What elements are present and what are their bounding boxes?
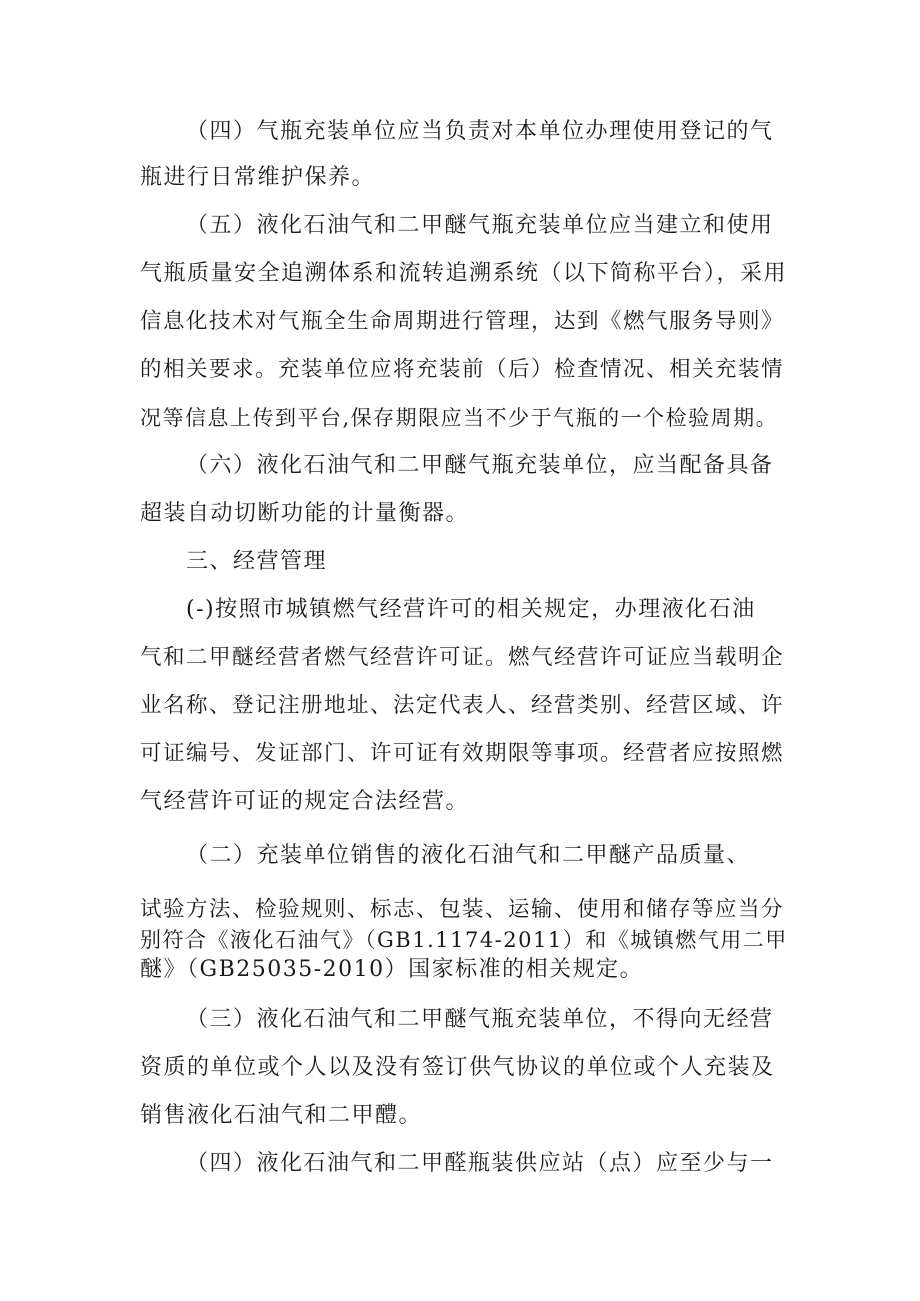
text-line: 销售液化石油气和二甲醴。: [140, 1103, 423, 1128]
text-line: 醚》（GB25035-2010）国家标准的相关规定。: [140, 957, 644, 982]
text-line: 气瓶质量安全追溯体系和流转追溯系统（以下简称平台），采用: [140, 261, 788, 286]
text-line: （二）充装单位销售的液化石油气和二甲醚产品质量、: [186, 843, 751, 868]
text-line: （四）气瓶充装单位应当负责对本单位办理使用登记的气: [186, 119, 774, 144]
text-line: 况等信息上传到平台,保存期限应当不少于气瓶的一个检验周期。: [140, 406, 779, 430]
text-line: 气和二甲醚经营者燃气经营许可证。燃气经营许可证应当载明企: [140, 645, 785, 670]
text-line: 信息化技术对气瓶全生命周期进行管理，达到《燃气服务导则》: [140, 309, 785, 334]
text-line: 瓶进行日常维护保养。: [140, 165, 376, 190]
text-line: （六）液化石油气和二甲醚气瓶充装单位，应当配备具备: [186, 453, 774, 478]
text-line: 别符合《液化石油气》（GB1.1174-2011）和《城镇燃气用二甲: [140, 928, 788, 952]
section-heading: 三、经营管理: [186, 549, 328, 574]
text-line: 超装自动切断功能的计量衡器。: [140, 501, 470, 526]
text-line: （五）液化石油气和二甲醚气瓶充装单位应当建立和使用: [186, 213, 774, 238]
text-line: (-)按照市城镇燃气经营许可的相关规定，办理液化石油: [186, 597, 756, 622]
text-line: 的相关要求。充装单位应将充装前（后）检查情况、相关充装情: [140, 357, 785, 382]
text-line: （三）液化石油气和二甲醚气瓶充装单位，不得向无经营: [186, 1007, 774, 1032]
text-line: 气经营许可证的规定合法经营。: [140, 789, 470, 814]
text-line: 试验方法、检验规则、标志、包装、运输、使用和储存等应当分: [140, 897, 785, 922]
text-line: 资质的单位或个人以及没有签订供气协议的单位或个人充装及: [140, 1055, 775, 1080]
text-line: （四）液化石油气和二甲醛瓶装供应站（点）应至少与一: [186, 1151, 774, 1176]
text-line: 业名称、登记注册地址、法定代表人、经营类别、经营区域、许: [140, 693, 785, 718]
text-line: 可证编号、发证部门、许可证有效期限等事项。经营者应按照燃: [140, 741, 785, 766]
